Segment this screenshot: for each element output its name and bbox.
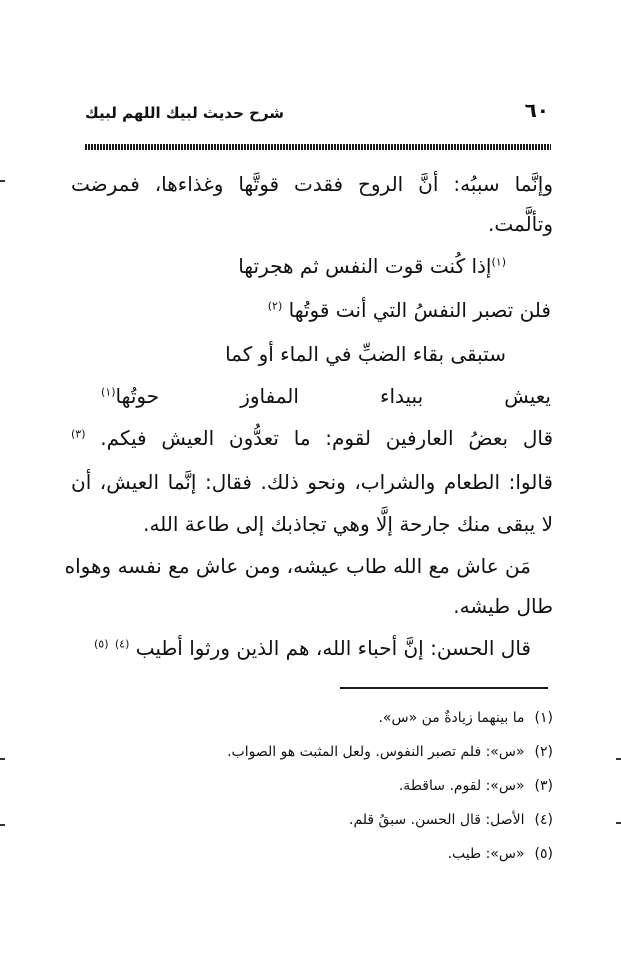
footnote-text: «س»: فلم تصبر النفوس. ولعل المثبت هو الصواب. — [227, 744, 525, 760]
body-line-7 — [71, 426, 553, 450]
footnote-5 — [448, 846, 553, 863]
scan-edge-mark — [0, 824, 5, 826]
body-line-11: طال طيشه. — [453, 594, 553, 618]
scan-edge-mark — [616, 758, 621, 760]
body-line-1: وإنَّما سببُه: أنَّ الروح فقدت قوتَّها وغذاءها، فمرضت — [71, 172, 553, 196]
footnote-marker-verse-2: (٢) — [267, 299, 283, 313]
verse-line-4 — [101, 384, 551, 408]
footnote-text: «س»: طيب. — [447, 846, 525, 862]
footnote-marker-verse-4: (١) — [101, 385, 116, 399]
page-number: ٦٠ — [524, 98, 549, 122]
body-line-12 — [94, 636, 531, 660]
footnote-text: الأصل: قال الحسن. سبقُ قلم. — [349, 812, 525, 828]
scan-edge-mark — [0, 758, 5, 760]
verse-line-2-text: فلن تصبر النفسُ التي أنت قوتُها — [288, 298, 551, 322]
footnote-marker-verse-1: (١) — [491, 255, 506, 269]
body-line-10: مَن عاش مع الله طاب عيشه، ومن عاش مع نفسه وهواه — [64, 554, 531, 578]
footnote-number: (١) — [534, 710, 553, 726]
scan-edge-mark — [0, 180, 5, 182]
header-rule — [85, 144, 551, 150]
footnote-marker-3: (٣) — [71, 427, 86, 441]
verse-line-1-text: إذا كُنت قوت النفس ثم هجرتها — [238, 254, 492, 278]
running-title: شرح حديث لبيك اللهم لبيك — [85, 104, 285, 122]
body-line-12-text: قال الحسن: إنَّ أحباء الله، هم الذين ورثوا أطيب — [135, 636, 531, 660]
footnote-number: (٤) — [534, 812, 553, 828]
footnote-number: (٣) — [534, 778, 553, 794]
body-line-2: وتألَّمت. — [488, 212, 553, 236]
body-line-7-text: قال بعضُ العارفين لقوم: ما تعدُّون العيش فيكم. — [100, 426, 554, 450]
verse-line-2 — [268, 298, 551, 322]
verse-line-4-text: يعيش ببيداء المفاوز حوتُها — [115, 384, 551, 408]
verse-line-1 — [238, 254, 506, 278]
verse-line-3: ستبقى بقاء الضبِّ في الماء أو كما — [225, 342, 506, 366]
footnote-marker-4: (٤) — [114, 637, 130, 651]
footnote-rule — [340, 687, 548, 689]
body-line-9: لا يبقى منك جارحة إلَّا وهي تجاذبك إلى طاعة الله. — [143, 512, 553, 536]
footnote-text: «س»: لقوم. ساقطة. — [398, 778, 525, 794]
body-line-8: قالوا: الطعام والشراب، ونحو ذلك. فقال: إنَّما العيش، أن — [71, 470, 553, 494]
footnote-3 — [399, 778, 553, 795]
footnote-text: ما بينهما زيادةٌ من «س». — [378, 710, 525, 726]
footnote-4 — [349, 812, 553, 829]
footnote-2 — [227, 744, 553, 761]
footnote-number: (٢) — [534, 744, 553, 760]
scan-edge-mark — [616, 822, 621, 824]
footnote-1 — [378, 710, 553, 727]
footnote-marker-5: (٥) — [93, 637, 109, 651]
footnote-number: (٥) — [534, 846, 553, 862]
